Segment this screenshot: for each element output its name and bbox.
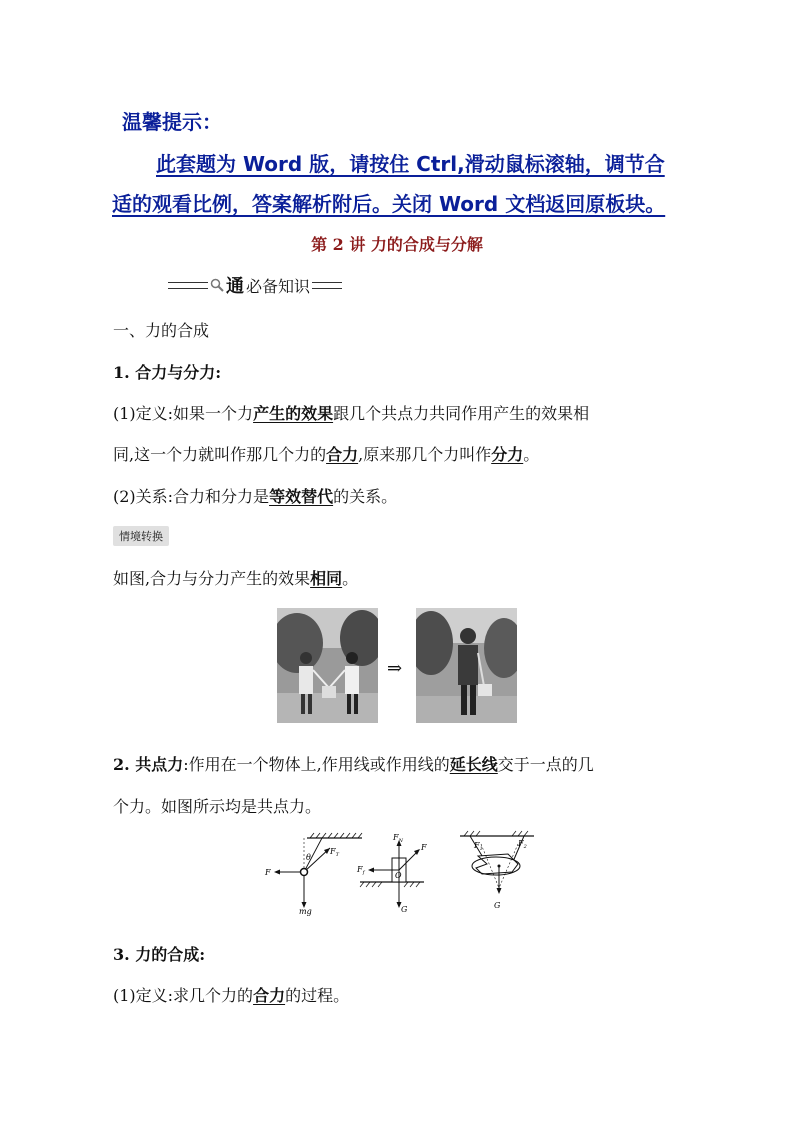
section-heading: 一、力的合成 xyxy=(113,321,210,340)
svg-text:F2: $F_2$ xyxy=(518,839,527,850)
fig-b-label-Ff: F xyxy=(357,865,363,874)
svg-text:Ff: $F_f$ xyxy=(357,865,365,876)
fig-c-label-G: G xyxy=(494,901,501,910)
svg-text:FN: $F_N$ xyxy=(393,833,403,844)
photo-one-person xyxy=(416,608,517,723)
item3-definition: (1)定义:求几个力的合力的过程。 xyxy=(113,986,350,1005)
answer-resultant: 合力 xyxy=(326,445,359,464)
figure-two-ropes-block xyxy=(460,831,534,910)
fig-a-label-theta: θ xyxy=(306,853,311,862)
tip-line-1: 此套题为 Word 版，请按住 Ctrl,滑动鼠标滚轴，调节合 xyxy=(156,152,665,176)
knowledge-banner xyxy=(168,272,342,298)
svg-text:F1: $F_1$ xyxy=(474,841,483,852)
tip-title: 温馨提示： xyxy=(122,110,222,134)
lesson-title: 第 2 讲 力的合成与分解 xyxy=(311,235,483,254)
fig-a-label-FT: F xyxy=(330,847,336,856)
banner-rule-right xyxy=(312,282,342,289)
svg-text:FT: $F_T$ xyxy=(330,847,339,858)
answer-extension-line: 延长线 xyxy=(449,755,498,774)
answer-resultant-2: 合力 xyxy=(253,986,286,1005)
transform-arrow: ⇒ xyxy=(387,658,403,679)
item3-heading: 3. 力的合成: xyxy=(113,945,206,964)
fig-c-label-F1: F xyxy=(474,841,480,850)
photo-two-people xyxy=(277,608,378,723)
answer-equivalent: 等效替代 xyxy=(269,487,334,506)
fig-b-label-G: G xyxy=(401,905,408,914)
item2-line1: 2. 共点力:作用在一个物体上,作用线或作用线的延长线交于一点的几 xyxy=(113,755,594,774)
banner-tong: 通 xyxy=(226,276,244,297)
magnifier-icon xyxy=(210,278,224,292)
tip-line-2: 适的观看比例，答案解析附后。关闭 Word 文档返回原板块。 xyxy=(112,192,666,216)
item1-relation: (2)关系:合力和分力是等效替代的关系。 xyxy=(113,487,398,506)
item2-line2: 个力。如图所示均是共点力。 xyxy=(113,797,322,816)
fig-b-label-O: O xyxy=(395,871,402,880)
fig-b-label-FN: F xyxy=(393,833,399,842)
answer-produce-effect: 产生的效果 xyxy=(253,404,334,423)
fig-a-label-F: F xyxy=(265,868,271,877)
concurrent-forces-figure xyxy=(262,830,562,920)
fig-a-label-mg: mg xyxy=(299,907,312,916)
fig-b-label-F: F xyxy=(421,843,427,852)
figure-hanging-ball xyxy=(264,833,362,916)
item1-def-line2: 同,这一个力就叫作那几个力的合力,原来那几个力叫作分力。 xyxy=(113,445,540,464)
banner-rule-left xyxy=(168,282,208,289)
item1-def-line1: (1)定义:如果一个力产生的效果跟几个共点力共同作用产生的效果相 xyxy=(113,404,590,423)
fig-c-label-F2: F xyxy=(518,839,524,848)
answer-component: 分力 xyxy=(491,445,524,464)
banner-label: 必备知识 xyxy=(246,276,311,296)
scene-tag: 情境转换 xyxy=(113,526,169,546)
figure-block-on-floor xyxy=(356,833,427,914)
answer-same: 相同 xyxy=(310,569,343,588)
item1-heading: 1. 合力与分力: xyxy=(113,363,222,382)
scene-text: 如图,合力与分力产生的效果相同。 xyxy=(113,569,359,588)
